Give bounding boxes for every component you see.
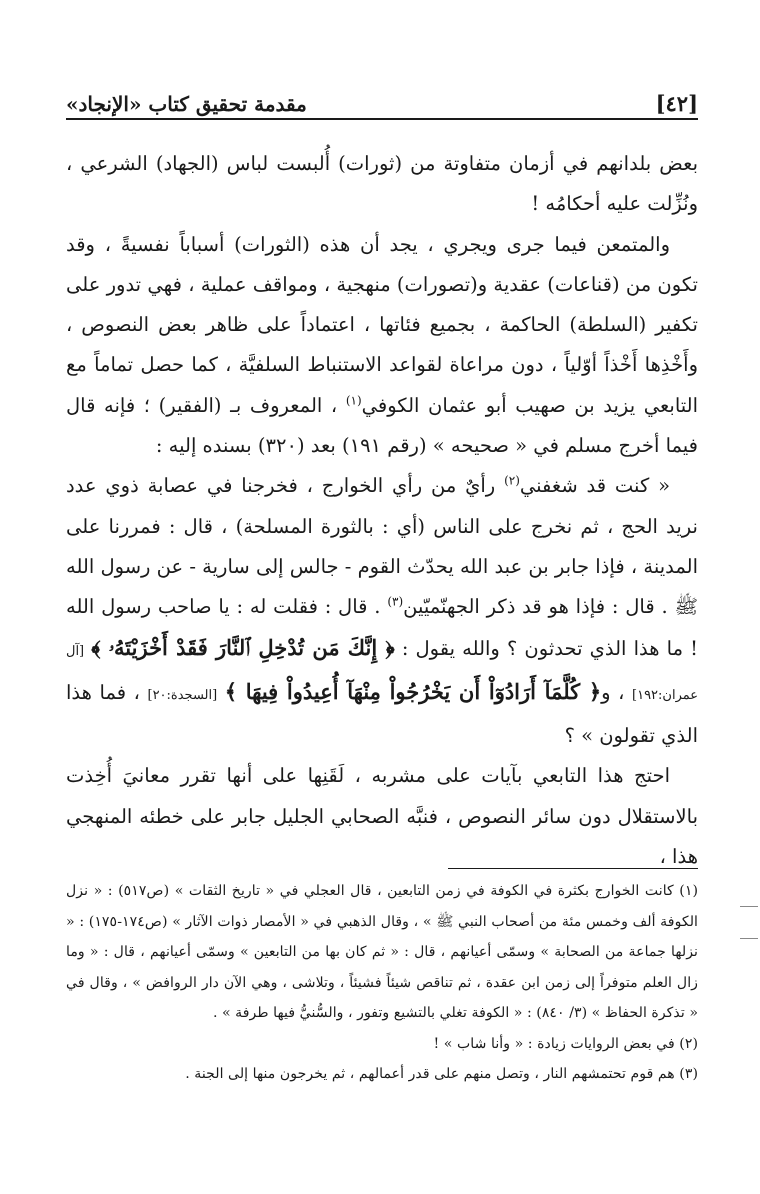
- footnotes: [66, 876, 698, 1090]
- margin-mark: [740, 906, 758, 907]
- footnote-ref-2[interactable]: (٢): [504, 473, 520, 488]
- paragraph-3-text-a: « كنت قد شغفني: [519, 474, 671, 498]
- paragraph-3-text-b: رأيٌ من رأي الخوارج ، فخرجنا في عصابة ذوي عدد نريد الحج ، ثم نخرج على الناس (أي : بالثورة المسلحة) ، قال : فمررنا على المدينة ، فإذا جابر بن عبد الله يحدّث القوم - جالس إلى سارية - عن رسول الله ﷺ . قال : فإذا هو قد ذكر الجهنّميّين: [66, 474, 699, 619]
- paragraph-3-text-d: ، و: [601, 680, 625, 704]
- footnote-1: (١) كانت الخوارج بكثرة في الكوفة في زمن التابعين ، قال العجلي في « تاريخ الثقات » (ص٥١٧) : « نزل الكوفة ألف وخمس مئة من أصحاب النبي ﷺ » ، وقال الذهبي في « الأمصار ذوات الآثار » (ص١٧٤-١٧٥) : « نزلها جماعة من الصحابة » وسمّى أعيانهم ، قال : « ثم كان بها من التابعين » وسمّى أعيانهم ، قال : « وما زال العلم متوفراً إلى زمن ابن عقدة ، ثم تناقص شيئاً فشيئاً ، وتلاشى ، وهي الآن دار الروافض » ، وقال في « تذكرة الحفاظ » (٣/ ٨٤٠) : « الكوفة تغلي بالتشيع وتفور ، والسُّنيُّ فيها طرفة » .: [66, 883, 699, 1021]
- margin-mark: [740, 938, 758, 939]
- footnote-2: (٢) في بعض الروايات زيادة : « وأنا شاب » !: [433, 1035, 698, 1052]
- paragraph-3: [66, 466, 698, 756]
- paragraph-2: [66, 225, 698, 467]
- paragraph-3-text-c: . قال : فقلت له : يا صاحب رسول الله ! ما هذا الذي تحدثون ؟ والله يقول :: [66, 595, 698, 660]
- footnote-ref-1[interactable]: (١): [345, 393, 362, 408]
- paragraph-3-text-e: ، فما هذا الذي تقولون » ؟: [66, 680, 698, 748]
- running-title: مقدمة تحقيق كتاب «الإنجاد»: [66, 92, 307, 116]
- paragraph-4: احتج هذا التابعي بآيات على مشربه ، لَقَنِها على أنها تقرر معانيَ أُخِذت بالاستقلال دون سائر النصوص ، فنبَّه الصحابي الجليل جابر على خطئه المنهجي هذا ،: [66, 764, 698, 869]
- footnote-separator: [448, 868, 698, 869]
- quran-verse-2: ﴿ كُلَّمَآ أَرَادُوٓاْ أَن يَخْرُجُواْ مِنْهَآ أُعِيدُواْ فِيهَا ﴾: [224, 678, 602, 704]
- quran-verse-1: ﴿ إِنَّكَ مَن تُدْخِلِ ٱلنَّارَ فَقَدْ أَخْزَيْتَهُۥ ﴾: [91, 634, 395, 660]
- footnote-ref-3[interactable]: (٣): [387, 594, 404, 609]
- verse-citation-2: [السجدة:٢٠]: [147, 687, 218, 703]
- paragraph-2-text-b: ، المعروف بـ (الفقير) ؛ فإنه قال فيما أخرج مسلم في « صحيحه » (رقم ١٩١) بعد (٣٢٠) بسنده إليه :: [66, 393, 698, 458]
- page-number: [٤٢]: [655, 91, 698, 116]
- running-header: [66, 80, 698, 116]
- verse-citation-1: [آل عمران:١٩٢]: [66, 643, 699, 703]
- footnote-3: (٣) هم قوم تحتمشهم النار ، وتصل منهم على قدر أعمالهم ، ثم يخرجون منها إلى الجنة .: [185, 1066, 698, 1082]
- paragraph-1: بعض بلدانهم في أزمان متفاوتة من (ثورات) أُلبست لباس (الجهاد) الشرعي ، ونُزِّلت عليه أحكامُه !: [66, 152, 698, 216]
- paragraph-2-text-a: والمتمعن فيما جرى ويجري ، يجد أن هذه (الثورات) أسباباً نفسيةً ، وقد تكون من (قناعات) عقدية و(تصورات) منهجية ، ومواقف عملية ، فهي تدور على تكفير (السلطة) الحاكمة ، بجميع فئاتها ، اعتماداً على ظاهر بعض النصوص ، وأَخْذِها أَخْذاً أوّلياً ، دون مراعاة لقواعد الاستنباط السلفيَّة ، كما حصل تماماً مع التابعي يزيد بن صهيب أبو عثمان الكوفي: [66, 232, 698, 417]
- header-rule: [66, 118, 698, 120]
- main-text: [66, 144, 698, 877]
